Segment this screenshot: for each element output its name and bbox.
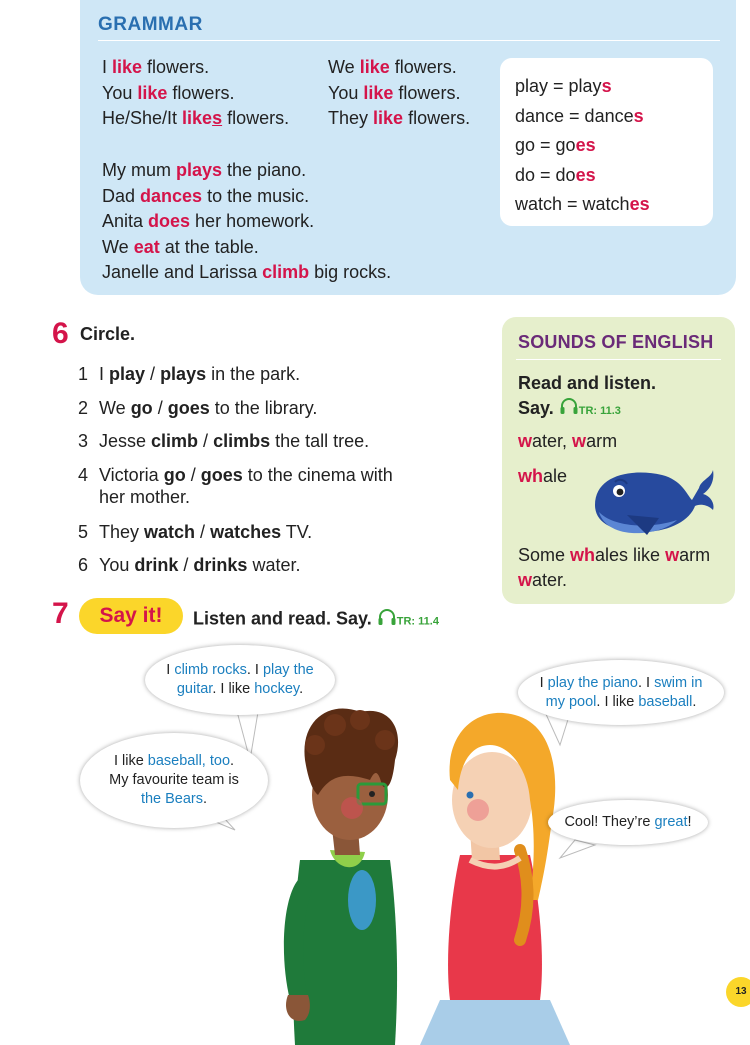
speech-bubble: I like baseball, too. My favourite team is the Bears. [80,733,268,828]
option-1[interactable]: drink [134,555,179,575]
option-1[interactable]: climb [151,431,199,451]
track-number: TR: 11.4 [396,615,439,628]
say-it-badge: Say it! [79,598,183,634]
exercise-7-title: Listen and read. Say. TR: 11.4 [193,608,439,631]
speech-bubble: I climb rocks. I play the guitar. I like hockey. [145,645,335,715]
grammar-example: Anita does her homework. [102,211,315,231]
option-2[interactable]: climbs [213,431,271,451]
exercise-item: 4 Victoria go / goes to the cinema with her mother. [78,465,393,507]
grammar-example: My mum plays the piano. [102,160,307,180]
speech-bubble: Cool! They’re great! [548,800,708,845]
page-number: 13 [726,977,750,1007]
grammar-line: You like flowers. [102,82,235,103]
grammar-example: Janelle and Larissa climb big rocks. [102,262,392,282]
option-2[interactable]: watches [210,522,282,542]
sounds-title: SOUNDS OF ENGLISH [518,332,714,352]
exercise-6-number: 6 [52,317,69,350]
conjugation-line: go = goes [515,135,596,155]
exercise-item: 5 They watch / watches TV. [78,522,313,542]
conjugation-line: play = plays [515,76,612,96]
option-2[interactable]: goes [200,465,243,485]
grammar-title: GRAMMAR [98,14,203,35]
girl-figure [420,713,570,1045]
exercise-6-title: Circle. [80,324,136,344]
option-1[interactable]: watch [144,522,196,542]
exercise-item: 6 You drink / drinks water. [78,555,301,575]
option-1[interactable]: play [109,364,146,384]
sound-sentence: Some whales like warm water. [518,545,711,590]
exercise-item: 1 I play / plays in the park. [78,364,301,384]
exercise-7-number: 7 [52,597,69,630]
exercise-item: 3 Jesse climb / climbs the tall tree. [78,431,370,451]
grammar-line: You like flowers. [328,82,461,103]
speech-bubble: I play the piano. I swim in my pool. I like baseball. [518,660,724,725]
conjugation-line: watch = watches [515,194,650,214]
option-1[interactable]: go [130,398,153,418]
boy-figure [284,709,398,1045]
conjugation-line: dance = dances [515,105,644,126]
exercise-item: 2 We go / goes to the library. [78,398,318,418]
grammar-line: I like flowers. [102,57,210,77]
grammar-example: Dad dances to the music. [102,185,310,206]
sound-word-line: whale [518,466,568,486]
option-2[interactable]: plays [160,364,207,384]
option-1[interactable]: go [163,465,186,485]
sound-word-line: water, warm [518,431,618,451]
grammar-line: He/She/It likes flowers. [102,108,290,128]
grammar-line: We like flowers. [328,57,457,77]
conjugation-line: do = does [515,164,596,185]
grammar-line: They like flowers. [328,108,471,128]
track-number: TR: 11.3 [578,405,621,417]
sounds-instructions: Read and listen. Say. TR: 11.3 [518,371,656,424]
option-2[interactable]: drinks [193,555,248,575]
option-2[interactable]: goes [167,398,210,418]
grammar-example: We eat at the table. [102,236,259,257]
